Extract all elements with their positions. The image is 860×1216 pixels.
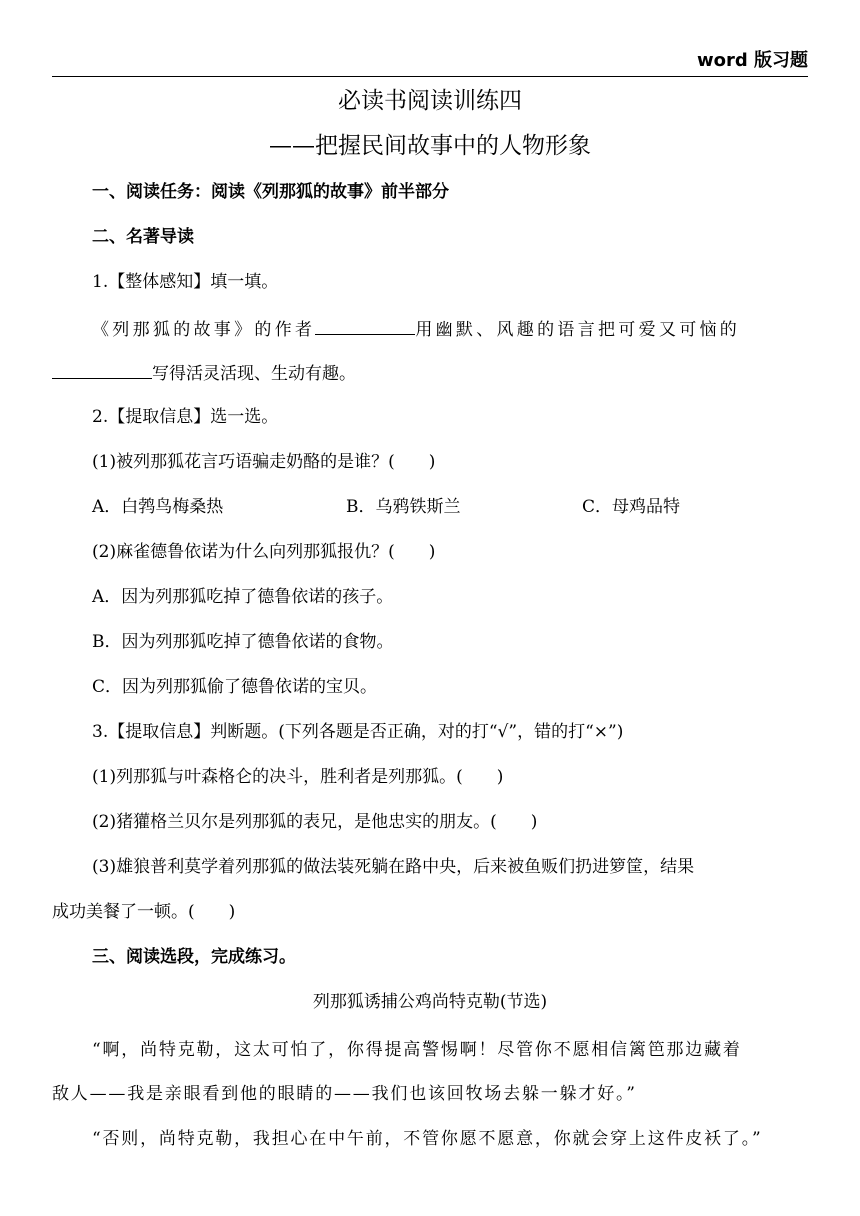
character-blank[interactable] xyxy=(52,360,152,379)
story-para1-line1: “啊，尚特克勒，这太可怕了，你得提高警惕啊！尽管你不愿相信篱笆那边藏着 xyxy=(92,1040,742,1060)
author-blank[interactable] xyxy=(315,316,415,335)
story-para1-line2: 敌人——我是亲眼看到他的眼睛的——我们也该回牧场去躲一躲才好。” xyxy=(52,1084,637,1104)
q2-sub1-option-b: B．乌鸦铁斯兰 xyxy=(346,497,461,517)
q3-item-1: (1)列那狐与叶森格仑的决斗，胜利者是列那狐。( ) xyxy=(92,767,504,787)
story-para2: “否则，尚特克勒，我担心在中午前，不管你愿不愿意，你就会穿上这件皮袄了。” xyxy=(92,1129,763,1149)
q1-line2 xyxy=(52,360,356,386)
page-subtitle: ——把握民间故事中的人物形象 xyxy=(269,133,591,159)
q2-sub1-option-c: C．母鸡品特 xyxy=(582,497,681,517)
q3-item-3: (3)雄狼普利莫学着列那狐的做法装死躺在路中央，后来被鱼贩们扔进箩筐，结果 xyxy=(92,857,695,877)
q2-sub2-option-c: C．因为列那狐偷了德鲁依诺的宝贝。 xyxy=(92,677,378,697)
q1-title: 1.【整体感知】填一填。 xyxy=(92,272,279,292)
header-divider xyxy=(52,76,808,77)
section1-heading: 一、阅读任务：阅读《列那狐的故事》前半部分 xyxy=(92,182,449,202)
q3-item-3-cont: 成功美餐了一顿。( ) xyxy=(52,902,236,922)
q2-sub2-question: (2)麻雀德鲁依诺为什么向列那狐报仇？( ) xyxy=(92,542,436,562)
q2-sub1-option-a: A．白鹁鸟梅桑热 xyxy=(92,497,224,517)
q3-item-2: (2)猪獾格兰贝尔是列那狐的表兄，是他忠实的朋友。( ) xyxy=(92,812,538,832)
page-title: 必读书阅读训练四 xyxy=(338,88,522,114)
q1-line1-part-a: 《列那狐的故事》的作者 xyxy=(92,320,316,340)
q3-title: 3.【提取信息】判断题。(下列各题是否正确，对的打“√”，错的打“×”) xyxy=(92,722,624,742)
q2-sub1-question: (1)被列那狐花言巧语骗走奶酪的是谁？( ) xyxy=(92,452,436,472)
story-title: 列那狐诱捕公鸡尚特克勒(节选) xyxy=(312,992,548,1012)
header-tag: word 版习题 xyxy=(696,50,808,71)
q2-sub2-option-b: B．因为列那狐吃掉了德鲁依诺的食物。 xyxy=(92,632,394,652)
q1-line1-part-b: 用幽默、风趣的语言把可爱又可恼的 xyxy=(415,320,741,340)
section2-heading: 二、名著导读 xyxy=(92,227,194,247)
q2-title: 2.【提取信息】选一选。 xyxy=(92,407,279,427)
q2-sub2-option-a: A．因为列那狐吃掉了德鲁依诺的孩子。 xyxy=(92,587,394,607)
section3-heading: 三、阅读选段，完成练习。 xyxy=(92,947,296,967)
q1-line2-text: 写得活灵活现、生动有趣。 xyxy=(152,364,356,384)
q1-line1 xyxy=(92,316,740,342)
